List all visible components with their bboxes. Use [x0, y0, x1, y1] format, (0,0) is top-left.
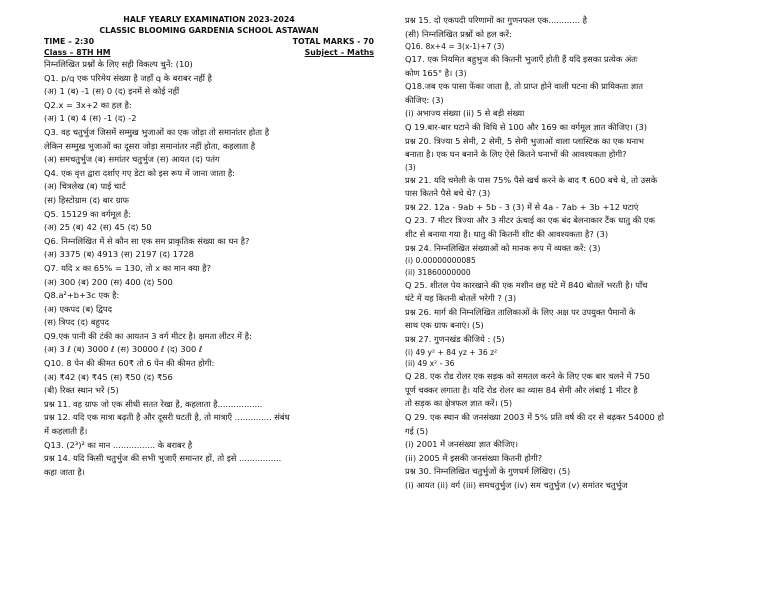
question-line: कहा जाता है। — [44, 466, 85, 477]
question-line: Q7. यदि x का 65% = 130, तो x का मान क्या है? — [44, 262, 211, 273]
question-line: प्रश्न 11. वह ग्राफ जो एक सीधी सतत रेखा है, कहलाता है................. — [44, 398, 263, 409]
question-line: Q17. एक नियमित बहुभुज की कितनी भुजाएँ होती हैं यदि इसका प्रत्येक अंतः — [405, 53, 638, 64]
question-line: Q 28. एक रोड रोलर एक सड़क को समतल करने के लिए एक बार चलने में 750 — [405, 371, 650, 382]
question-line: प्रश्न 20. त्रिज्या 5 सेमी, 2 सेमी, 5 सेमी भुजाओं वाला प्लास्टिक का एक घनाभ — [405, 135, 644, 146]
question-line: प्रश्न 15. दो एकपदी परिणामों का गुणनफल एक............ है — [405, 15, 588, 25]
question-line: प्रश्न 21. यदि चमेली के पास 75% पैसे खर्च करने के बाद ₹ 600 बचे थे, तो उसके — [405, 174, 658, 185]
question-line: साथ एक ग्राफ बनाएं। (5) — [405, 320, 484, 331]
left-questions — [44, 58, 374, 479]
time-marks-row — [44, 36, 374, 47]
question-line: Q 19.बार-बार घटाने की विधि से 100 और 169 का वर्गमूल ज्ञात कीजिए। (3) — [405, 121, 648, 132]
question-line: (अ) 300 (ब) 200 (स) 400 (द) 500 — [44, 276, 173, 287]
question-line: Q16. 8x+4 = 3(x-1)+7 (3) — [405, 42, 505, 52]
question-line: शीट से बनाया गया है। धातु की कितनी शीट की आवश्यकता है? (3) — [405, 228, 609, 239]
question-line: गई (5) — [405, 425, 429, 436]
question-line: Q3. वह चतुर्भुज जिसमें सम्मुख भुजाओं का एक जोड़ा तो समानांतर होता है — [44, 126, 270, 137]
question-line: (ii) 2005 में इसकी जनसंख्या कितनी होगी? — [405, 452, 543, 463]
question-line: Q10. 8 पेन की कीमत 60₹ तो 6 पेन की कीमत होगी: — [44, 358, 215, 369]
question-line: में कहलाती हैं। — [44, 426, 88, 437]
question-line: (i) 2001 में जनसंख्या ज्ञात कीजिए। — [405, 439, 518, 450]
question-line: (अ) ₹42 (ब) ₹45 (स) ₹50 (द) ₹56 — [44, 371, 173, 382]
question-line: (i) अभाज्य संख्या (ii) 5 से बड़ी संख्या — [405, 108, 525, 119]
question-line: Q4. एक वृत्त द्वारा दर्शाए गए डेटा को इस रूप में जाना जाता है: — [44, 167, 236, 178]
question-line: बनाता है। एक घन बनाने के लिए ऐसे कितने घनाभों की आवश्यकता होगी? — [405, 149, 627, 160]
question-line: प्रश्न 14. यदि किसी चतुर्भुज की सभी भुजाएँ समान्तर हों, तो इसे ................ — [44, 453, 282, 464]
question-line: Q 29. एक स्थान की जनसंख्या 2003 में 5% प्रति वर्ष की दर से बढ़कर 54000 हो — [405, 412, 665, 423]
question-line: (बी) रिक्त स्थान भरें (5) — [44, 385, 119, 396]
question-line: Q1. p/q एक परिमेय संख्या है जहाँ q के बराबर नहीं है — [44, 72, 212, 83]
question-line: Q2.x = 3x+2 का हल है: — [44, 99, 132, 110]
question-line: Q 23. 7 मीटर त्रिज्या और 3 मीटर ऊंचाई का एक बंद बेलनाकार टैंक धातु की एक — [405, 215, 655, 226]
question-line: (सी) निम्नलिखित प्रश्नों को हल करें: — [405, 28, 512, 39]
question-line: (ii) 49 x² - 36 — [405, 359, 455, 369]
question-line: (i) आयत (ii) वर्ग (iii) समचतुर्भुज (iv) सम चतुर्भुज (v) समांतर चतुर्भुज — [405, 480, 628, 490]
question-line: Q6. निम्नलिखित में से कौन सा एक सम प्राकृतिक संख्या का घन है? — [44, 235, 250, 246]
question-line: प्रश्न 12. यदि एक मात्रा बढ़ती है और दूसरी घटती है, तो मात्राएँ .............. संबंध — [44, 412, 290, 423]
question-line: Q 25. शीतल पेय कारखाने की एक मशीन छह घंटे में 840 बोतलें भरती है। पाँच — [405, 279, 648, 290]
question-line: तो सड़क का क्षेत्रफल ज्ञात करें। (5) — [405, 398, 513, 409]
question-line: (अ) 3 ℓ (ब) 3000 ℓ (स) 30000 ℓ (द) 300 ℓ — [44, 344, 203, 355]
question-line: (ii) 31860000000 — [405, 267, 471, 277]
question-line: पूर्ण चक्कर लगाता है। यदि रोड रोलर का व्यास 84 सेमी और लंबाई 1 मीटर है — [405, 384, 638, 395]
question-line: (अ) 3375 (ब) 4913 (स) 2197 (द) 1728 — [44, 249, 194, 260]
class-subject-row — [44, 47, 374, 58]
question-line: प्रश्न 22. 12a - 9ab + 5b - 3 (3) में से 4a - 7ab + 3b +12 घटाएं — [405, 201, 639, 212]
question-line: लेकिन सम्मुख भुजाओं का दूसरा जोड़ा समानांतर नहीं होता, कहलाता है — [44, 140, 256, 151]
question-line: (3) — [405, 162, 416, 172]
question-line: Q18.जब एक पासा फेंका जाता है, तो प्राप्त होने वाली घटना की प्रायिकता ज्ञात — [405, 81, 643, 92]
question-line: (i) 0.00000000085 — [405, 256, 476, 266]
question-line: प्रश्न 26. मार्ग की निम्नलिखित तालिकाओं के लिए अक्ष पर उपयुक्त पैमानों के — [405, 306, 636, 317]
question-line: (अ) 1 (ब) -1 (स) 0 (द) इनमें से कोई नहीं — [44, 86, 180, 97]
question-line: पास कितने पैसे बचे थे? (3) — [405, 188, 491, 199]
question-line: Q8.a²+b+3c एक है: — [44, 290, 120, 301]
question-line: (अ) समचतुर्भुज (ब) समांतर चतुर्भुज (स) आयत (द) पतंग — [44, 154, 220, 165]
question-line: प्रश्न 27. गुणनखंड कीजिये : (5) — [405, 334, 505, 345]
class-label: Class – 8TH HM — [44, 48, 111, 57]
exam-title: HALF YEARLY EXAMINATION 2023-2024 — [123, 15, 295, 24]
question-line: निम्नलिखित प्रश्नों के लिए सही विकल्प चुनें: (10) — [44, 59, 193, 69]
total-marks-label: TOTAL MARKS - 70 — [292, 37, 374, 46]
left-column — [44, 14, 374, 479]
subject-label: Subject – Maths — [304, 48, 374, 57]
school-name: CLASSIC BLOOMING GARDENIA SCHOOL ASTAWAN — [99, 26, 319, 35]
question-line: Q9.एक पानी की टंकी का आयतन 3 वर्ग मीटर है। क्षमता लीटर में है: — [44, 330, 252, 341]
right-column — [405, 14, 725, 493]
question-line: (स) त्रिपद (द) बहुपद — [44, 317, 109, 328]
question-line: कीजिए: (3) — [405, 94, 444, 105]
time-label: TIME – 2:30 — [44, 37, 95, 46]
question-line: प्रश्न 24. निम्नलिखित संख्याओं को मानक रूप में व्यक्त करें: (3) — [405, 242, 601, 253]
question-line: कोण 165° है। (3) — [405, 67, 467, 78]
question-line: घंटे में यह कितनी बोतलें भरेगी ? (3) — [405, 293, 517, 304]
question-line: (अ) 25 (ब) 42 (स) 45 (द) 50 — [44, 222, 152, 233]
question-line: प्रश्न 30. निम्नलिखित चतुर्भुजों के गुणधर्म लिखिए। (5) — [405, 466, 571, 477]
question-line: (i) 49 y² + 84 yz + 36 z² — [405, 347, 498, 357]
right-questions — [405, 14, 725, 493]
question-line: Q13. (2³)² का मान ................ के बराबर है — [44, 439, 193, 450]
question-line: (स) हिस्टोग्राम (द) बार ग्राफ — [44, 194, 129, 205]
question-line: (अ) चित्रलेख (ब) पाई चार्ट — [44, 181, 126, 192]
question-line: (अ) एकपद (ब) द्विपद — [44, 303, 113, 314]
question-line: Q5. 15129 का वर्गमूल है: — [44, 208, 131, 219]
question-line: (अ) 1 (ब) 4 (स) -1 (द) -2 — [44, 113, 137, 124]
